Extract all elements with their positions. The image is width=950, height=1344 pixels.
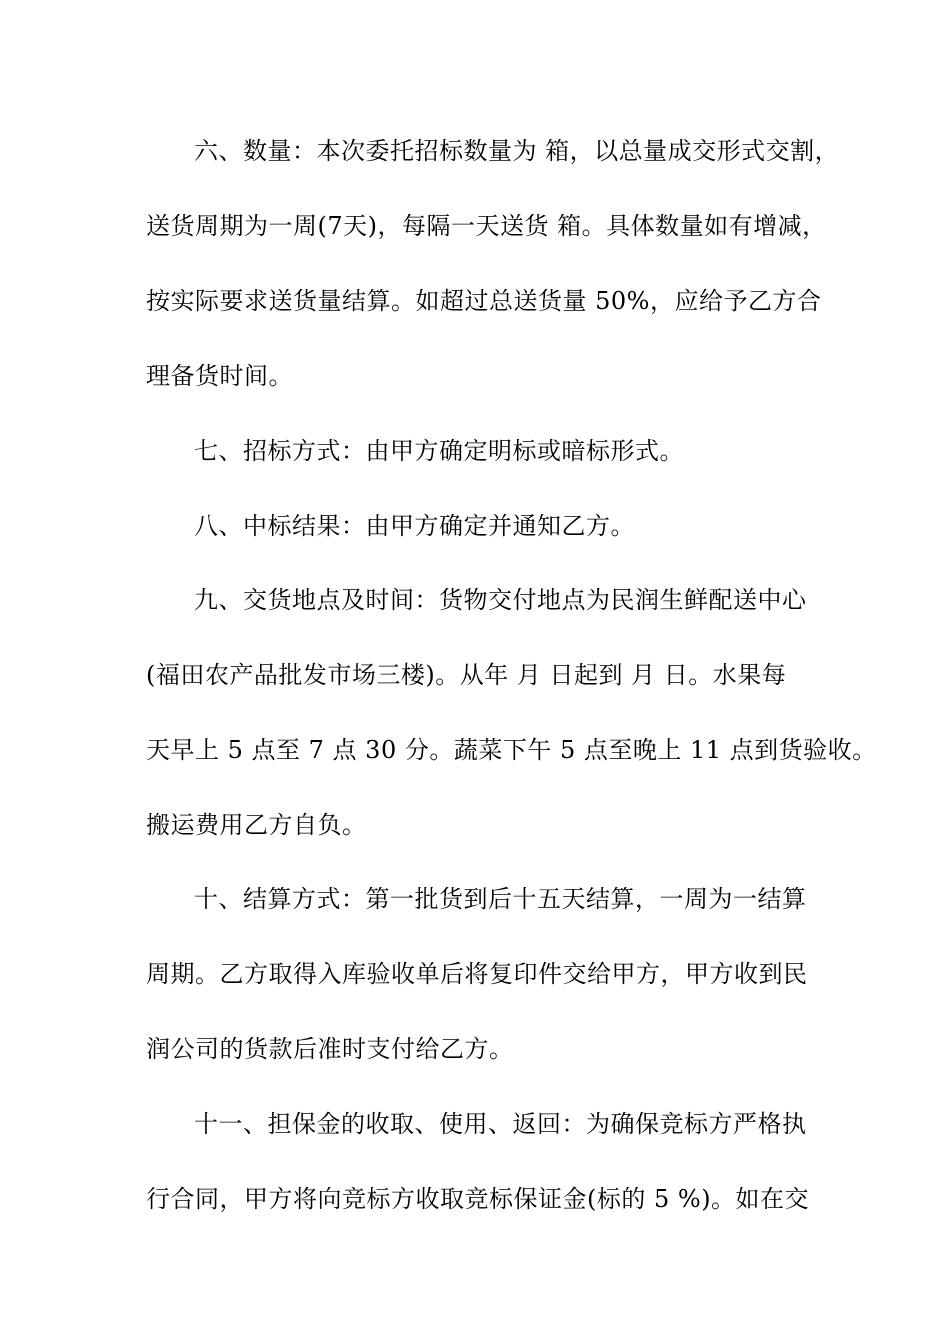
text-line: 润公司的货款后准时支付给乙方。 — [146, 1035, 514, 1063]
text-line: 按实际要求送货量结算。如超过总送货量 50%，应给予乙方合 — [146, 287, 822, 315]
text-line: 六、数量：本次委托招标数量为 箱，以总量成交形式交割， — [194, 137, 840, 165]
text-line: 十一、担保金的收取、使用、返回：为确保竞标方严格执 — [194, 1110, 807, 1138]
text-line: 八、中标结果：由甲方确定并通知乙方。 — [194, 512, 635, 540]
text-line: 行合同，甲方将向竞标方收取竞标保证金(标的 5 %)。如在交 — [146, 1185, 810, 1213]
text-line: (福田农产品批发市场三楼)。从年 月 日起到 月 日。水果每 — [146, 661, 787, 689]
text-line: 九、交货地点及时间：货物交付地点为民润生鲜配送中心 — [194, 586, 807, 614]
text-line: 理备货时间。 — [146, 362, 293, 390]
text-line: 搬运费用乙方自负。 — [146, 811, 367, 839]
text-line: 十、结算方式：第一批货到后十五天结算，一周为一结算 — [194, 885, 807, 913]
text-line: 七、招标方式：由甲方确定明标或暗标形式。 — [194, 437, 684, 465]
text-line: 天早上 5 点至 7 点 30 分。蔬菜下午 5 点至晚上 11 点到货验收。 — [146, 736, 877, 764]
text-line: 周期。乙方取得入库验收单后将复印件交给甲方，甲方收到民 — [146, 960, 808, 988]
text-line: 送货周期为一周(7天)，每隔一天送货 箱。具体数量如有增减， — [146, 212, 827, 240]
